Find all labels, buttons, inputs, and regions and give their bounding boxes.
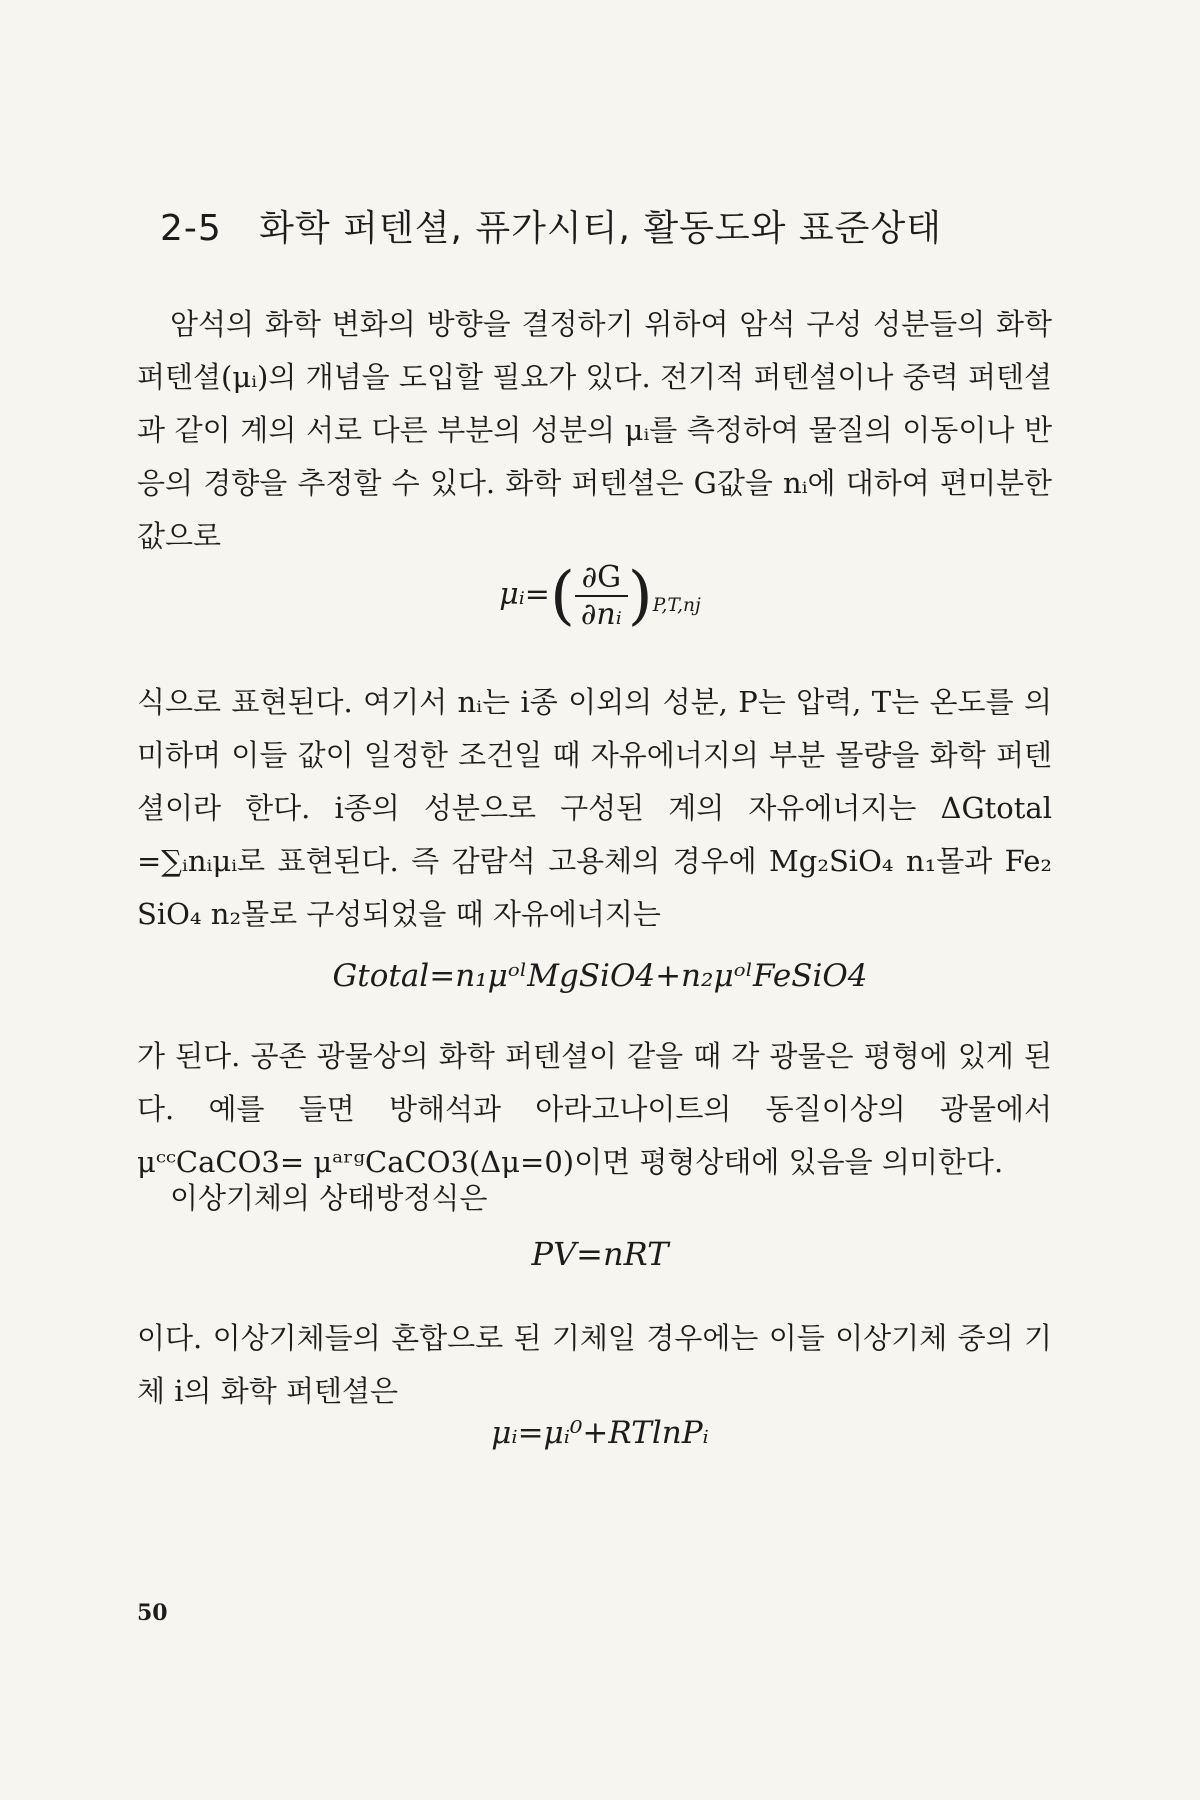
paragraph-equilibrium: 가 된다. 공존 광물상의 화학 퍼텐셜이 같을 때 각 광물은 평형에 있게 된다. 예를 들면 방해석과 아라고나이트의 동질이상의 광물에서 μᶜᶜCaCO3= μᵃʳᵍCaCO3(Δμ=0)이면 평형상태에 있음을 의미한다.	[137, 1039, 1052, 1179]
section-title: 화학 퍼텐셜, 퓨가시티, 활동도와 표준상태	[259, 208, 943, 249]
equation-chemical-potential: μᵢ=( $\frac{\partial G}{\text{∂nᵢ}}$ )$_{P,T,nj}$	[499, 559, 701, 633]
equation-lhs: μᵢ=	[499, 577, 550, 612]
paragraph-definition: 식으로 표현된다. 여기서 nᵢ는 i종 이외의 성분, P는 압력, T는 온도를 의미하며 이들 값이 일정한 조건일 때 자유에너지의 부분 몰량을 화학 퍼텐셜이라 한다. i종의 성분으로 구성된 계의 자유에너지는 ΔGtotal =∑ᵢnᵢμᵢ로 표현된다. 즉 감람석 고용체의 경우에 Mg₂SiO₄ n₁몰과 Fe₂ SiO₄ n₂몰로 구성되었을 때 자유에너지는	[137, 685, 1052, 931]
section-heading	[160, 200, 942, 251]
page-number: 50	[137, 1600, 168, 1626]
derivative-subscript: P,T,nj	[652, 595, 701, 616]
paragraph-ideal-gas: 이상기체의 상태방정식은	[170, 1181, 488, 1215]
paragraph-intro: 암석의 화학 변화의 방향을 결정하기 위하여 암석 구성 성분들의 화학 퍼텐셜(μᵢ)의 개념을 도입할 필요가 있다. 전기적 퍼텐셜이나 중력 퍼텐셜과 같이 계의 서로 다른 부분의 성분의 μᵢ를 측정하여 물질의 이동이나 반응의 경향을 추정할 수 있다. 화학 퍼텐셜은 G값을 nᵢ에 대하여 편미분한 값으로	[137, 307, 1052, 553]
fraction-numerator: ∂G	[575, 560, 628, 597]
section-number: 2-5	[160, 208, 222, 249]
fraction-denominator: ∂nᵢ	[580, 597, 622, 632]
equation-total-free-energy: Gtotal=n₁μᵒˡMgSiO4+n₂μᵒˡFeSiO4	[332, 958, 868, 994]
equation-gas-chemical-potential: μᵢ=μᵢ⁰+RTlnPᵢ	[491, 1415, 709, 1451]
paragraph-gas-mixture: 이다. 이상기체들의 혼합으로 된 기체일 경우에는 이들 이상기체 중의 기체 i의 화학 퍼텐셜은	[137, 1321, 1052, 1408]
equation-ideal-gas-law: PV=nRT	[531, 1235, 669, 1273]
partial-derivative-fraction	[575, 560, 628, 632]
